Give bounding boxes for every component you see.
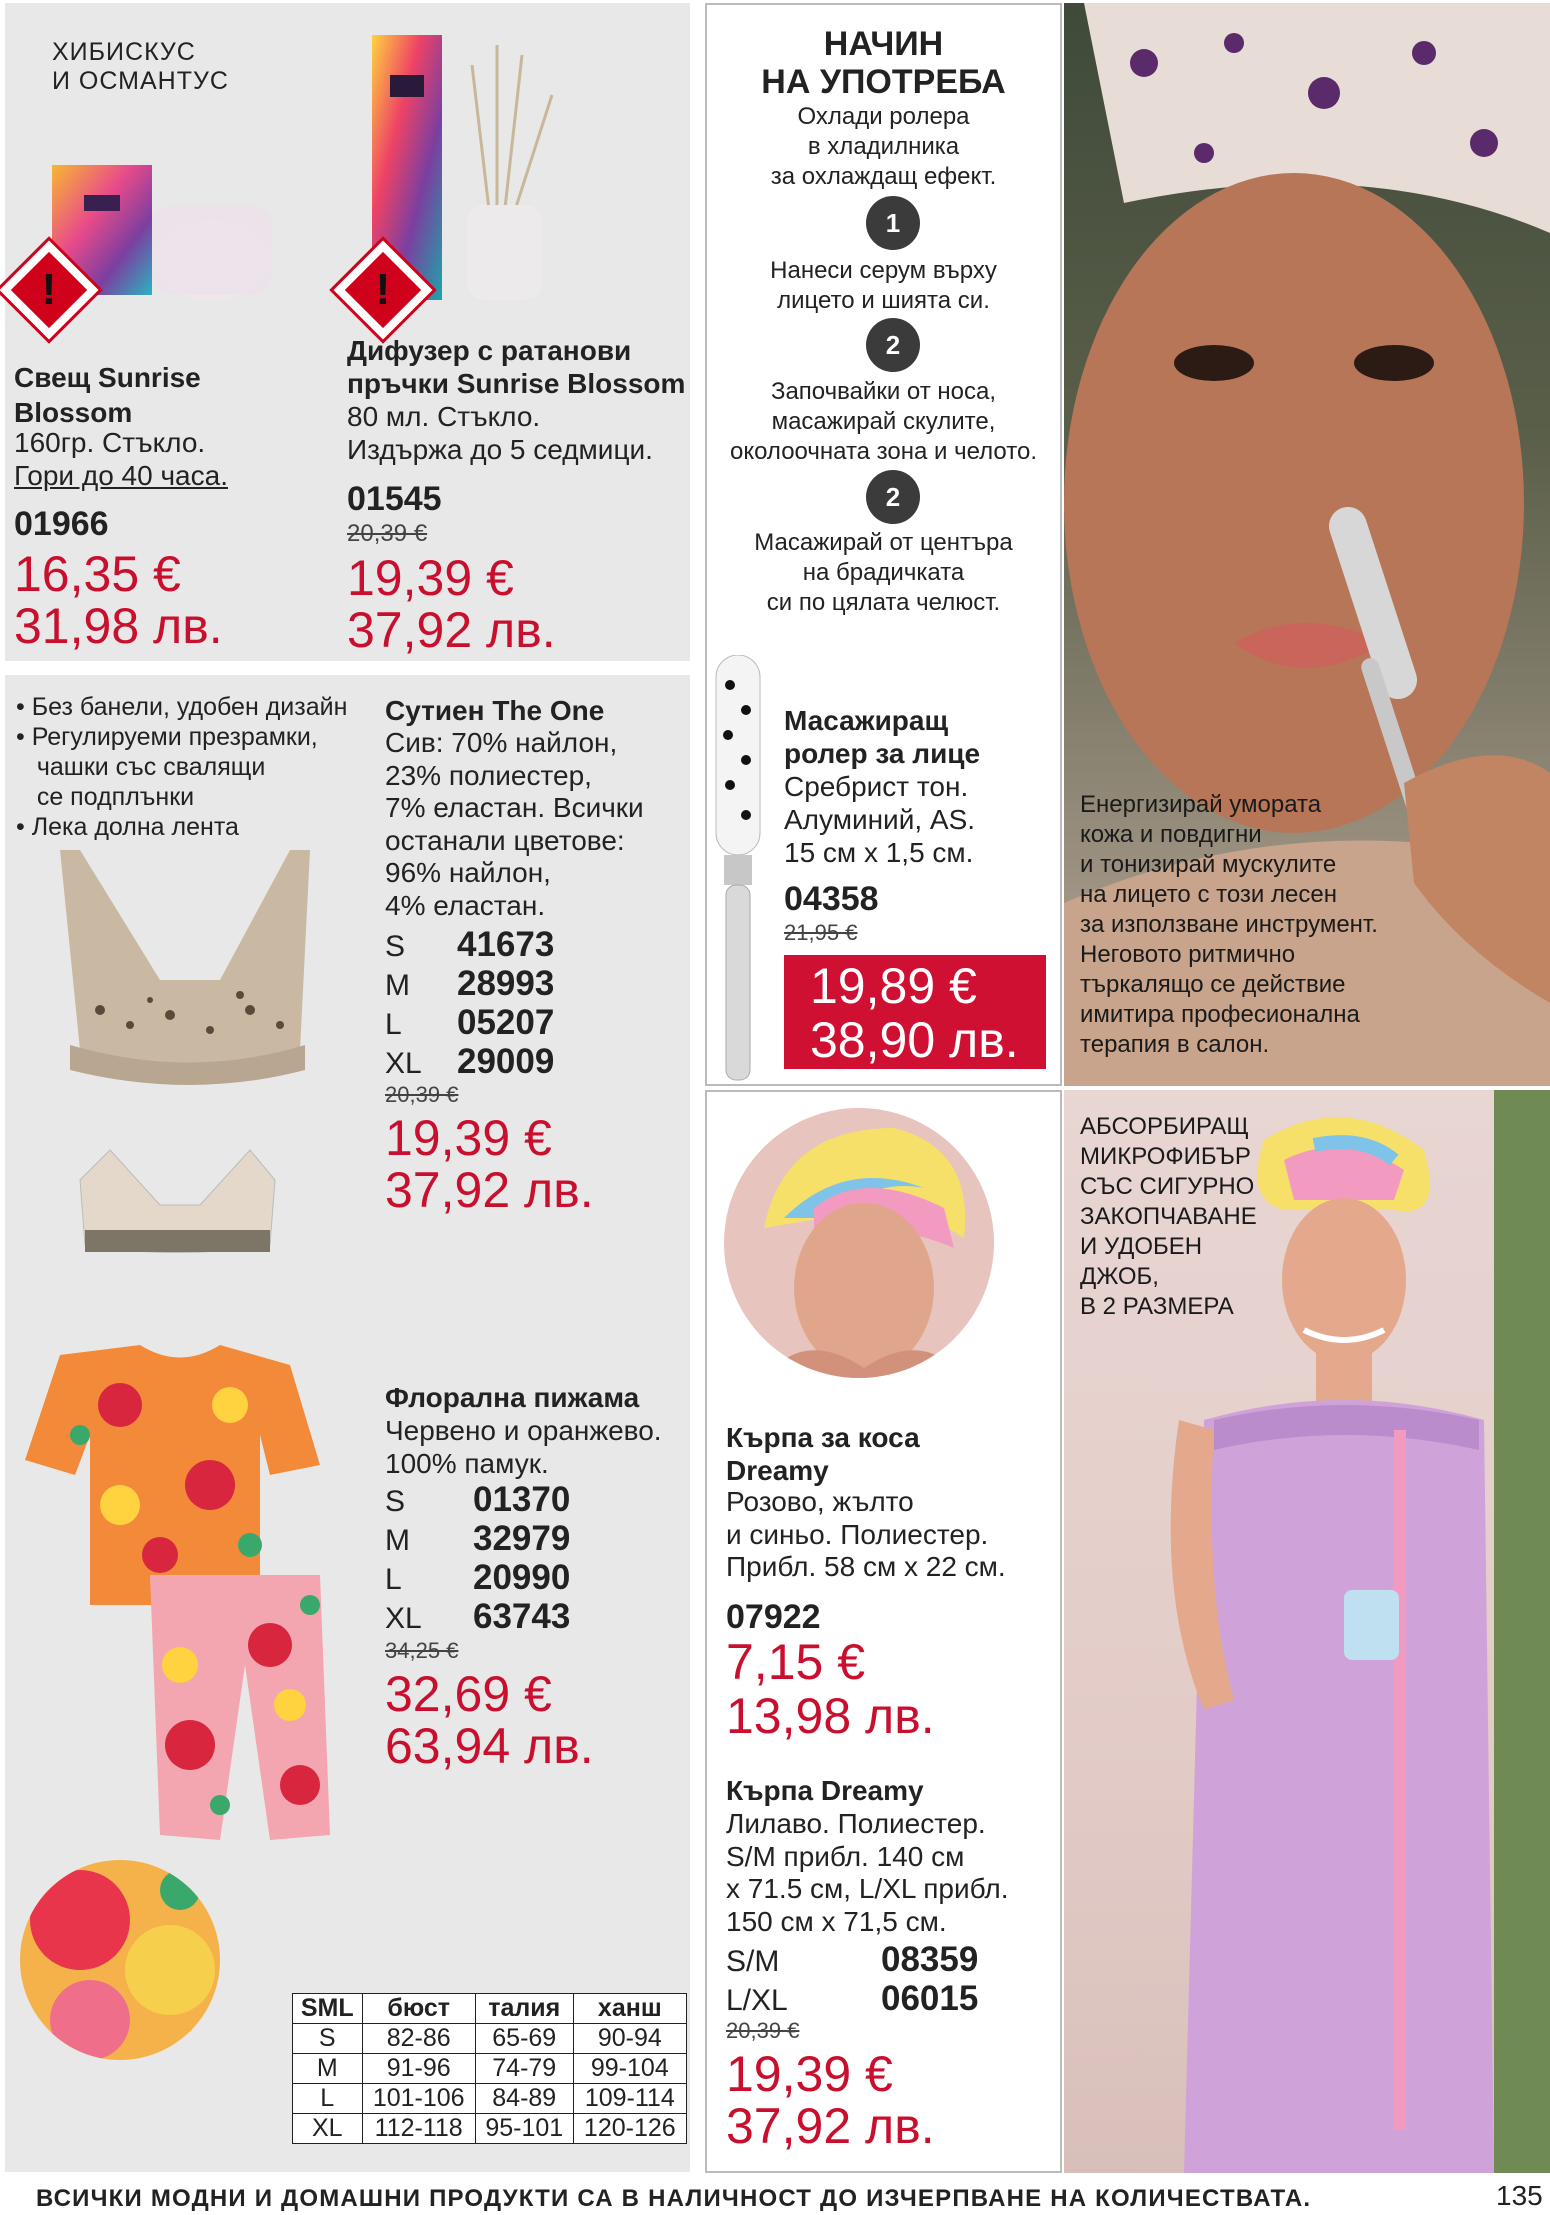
pyjama-price-eur: 32,69 €	[385, 1666, 552, 1722]
candle-desc-1: 160гр. Стъкло.	[14, 427, 206, 458]
diffuser-price-bgn: 37,92 лв.	[347, 602, 556, 658]
size-chart-cell: S	[293, 2024, 363, 2054]
size-code: 32979	[473, 1519, 571, 1558]
roller-desc: Сребрист тон. Алуминий, AS. 15 см х 1,5 см.	[784, 771, 976, 868]
pyjama-fabric-swatch	[20, 1860, 220, 2060]
size-chart-row	[293, 2024, 687, 2054]
bra-name: Сутиен The One	[385, 695, 605, 726]
roller-name: Масажиращ ролер за лице	[784, 705, 981, 769]
size-chart-row	[293, 2084, 687, 2114]
bra-size-l	[385, 1003, 554, 1044]
candle-name: Свещ Sunrise Blossom	[14, 362, 201, 428]
diffuser-desc-1: 80 мл. Стъкло.	[347, 401, 541, 432]
size-chart-cell: 91-96	[362, 2054, 475, 2084]
size-label: L	[385, 1563, 402, 1596]
size-code: 28993	[457, 964, 555, 1003]
size-label: XL	[385, 1602, 422, 1635]
diffuser-name-1: Дифузер с ратанови	[347, 335, 632, 366]
size-chart-table	[292, 1993, 687, 2144]
size-code: 05207	[457, 1003, 555, 1042]
size-chart-header	[293, 1994, 687, 2024]
size-label: S	[385, 1485, 406, 1518]
towel-price-eur: 19,39 €	[726, 2046, 893, 2102]
towel-desc: Лилаво. Полиестер. S/M прибл. 140 см х 71.5 см, L/XL прибл. 150 см х 71,5 см.	[726, 1808, 1009, 1937]
bra-size-m	[385, 964, 554, 1005]
size-label: M	[385, 1524, 410, 1557]
towel-overlay-text: АБСОРБИРАЩ МИКРОФИБЪР СЪС СИГУРНО ЗАКОПЧАВАНЕ И УДОБЕН ДЖОБ, В 2 РАЗМЕРА	[1080, 1113, 1257, 1320]
size-code: 06015	[881, 1979, 979, 2018]
size-chart-cell: 90-94	[573, 2024, 686, 2054]
step-number-3: 2	[866, 470, 920, 524]
step-number-2: 2	[866, 318, 920, 372]
diffuser-old-price: 20,39 €	[347, 520, 428, 547]
usage-step-2: Започвайки от носа, масажирай скулите, околоочната зона и челото.	[729, 378, 1037, 465]
size-code: 41673	[457, 925, 555, 964]
candle-code: 01966	[14, 505, 109, 543]
size-code: 63743	[473, 1597, 571, 1636]
size-chart-cell: 74-79	[475, 2054, 573, 2084]
bra-bullet-3: • Лека долна лента	[16, 813, 239, 841]
hair-towel-name: Кърпа за коса Dreamy	[726, 1422, 920, 1486]
bra-price-bgn: 37,92 лв.	[385, 1162, 594, 1218]
size-chart-row	[293, 2054, 687, 2084]
pyjama-desc: Червено и оранжево. 100% памук.	[385, 1415, 662, 1479]
size-label: S/M	[726, 1945, 780, 1978]
size-code: 08359	[881, 1940, 979, 1979]
size-label: XL	[385, 1047, 422, 1080]
size-chart-row	[293, 2114, 687, 2144]
warning-icon: !	[334, 241, 433, 340]
warning-icon: !	[0, 241, 98, 340]
size-chart-header-cell: ханш	[573, 1994, 686, 2024]
roller-code: 04358	[784, 880, 879, 918]
size-chart-cell: 84-89	[475, 2084, 573, 2114]
step-number-1: 1	[866, 196, 920, 250]
size-chart-cell: 120-126	[573, 2114, 686, 2144]
page-number: 135	[1496, 2180, 1543, 2211]
pyjama-old-price: 34,25 €	[385, 1638, 459, 1663]
size-code: 20990	[473, 1558, 571, 1597]
pyjama-price-bgn: 63,94 лв.	[385, 1718, 594, 1774]
roller-image	[712, 655, 764, 1085]
bra-bullet-2: • Регулируеми презрамки, чашки със свалящи се подплънки	[16, 723, 318, 811]
footer-disclaimer: ВСИЧКИ МОДНИ И ДОМАШНИ ПРОДУКТИ СА В НАЛИЧНОСТ ДО ИЗЧЕРПВАНЕ НА КОЛИЧЕСТВАТА.	[36, 2185, 1312, 2212]
towel-name: Кърпа Dreamy	[726, 1775, 924, 1806]
bra-size-xl	[385, 1042, 554, 1083]
towel-price-bgn: 37,92 лв.	[726, 2098, 935, 2154]
roller-old-price: 21,95 €	[784, 920, 858, 945]
candle-price-bgn: 31,98 лв.	[14, 598, 223, 654]
diffuser-code: 01545	[347, 480, 442, 518]
diffuser-name-2: пръчки Sunrise Blossom	[347, 368, 686, 399]
candle-price-eur: 16,35 €	[14, 546, 181, 602]
pyjama-size-l	[385, 1558, 570, 1599]
size-label: M	[385, 969, 410, 1002]
usage-title-1: НАЧИН	[823, 25, 944, 63]
pyjama-size-s	[385, 1480, 570, 1521]
size-code: 29009	[457, 1042, 555, 1081]
size-chart-cell: 99-104	[573, 2054, 686, 2084]
size-chart-cell: M	[293, 2054, 363, 2084]
size-chart-cell: 65-69	[475, 2024, 573, 2054]
roller-price-bgn: 38,90 лв.	[810, 1012, 1019, 1068]
hair-towel-desc: Розово, жълто и синьо. Полиестер. Прибл. 58 см х 22 см.	[726, 1486, 1006, 1582]
pyjama-size-xl	[385, 1597, 570, 1638]
hair-towel-photo	[724, 1108, 994, 1378]
bra-size-s	[385, 925, 554, 966]
diffuser-price-eur: 19,39 €	[347, 550, 514, 606]
size-chart-cell: XL	[293, 2114, 363, 2144]
pyjama-size-m	[385, 1519, 570, 1560]
size-chart-cell: 95-101	[475, 2114, 573, 2144]
towel-size-lxl	[726, 1979, 978, 2020]
usage-title-2: НА УПОТРЕБА	[761, 63, 1006, 101]
hair-towel-price-eur: 7,15 €	[726, 1634, 866, 1690]
usage-step-0: Охлади ролера в хладилника за охлаждащ ефект.	[770, 103, 997, 190]
size-chart-cell: 109-114	[573, 2084, 686, 2114]
roller-overlay-text: Енергизирай умората кожа и повдигни и тонизирай мускулите на лицето с този лесен за използване инструмент. Неговото ритмично търкалящо се действие имитира професионална терапия в салон.	[1080, 791, 1378, 1058]
diffuser-desc-2: Издържа до 5 седмици.	[347, 434, 653, 465]
pyjama-name: Флорална пижама	[385, 1382, 640, 1413]
usage-step-1: Нанеси серум върху лицето и шията си.	[770, 257, 997, 314]
size-chart-header-cell: талия	[475, 1994, 573, 2024]
bra-desc: Сив: 70% найлон, 23% полиестер, 7% еластан. Всички останали цветове: 96% найлон, 4% еластан.	[385, 727, 644, 921]
size-code: 01370	[473, 1480, 571, 1519]
size-chart-header-cell: бюст	[362, 1994, 475, 2024]
hair-towel-code: 07922	[726, 1598, 821, 1636]
size-label: L	[385, 1008, 402, 1041]
usage-step-3: Масажирай от центъра на брадичката си по цялата челюст.	[754, 529, 1013, 616]
bra-old-price: 20,39 €	[385, 1082, 459, 1107]
size-chart-cell: 82-86	[362, 2024, 475, 2054]
fragrance-tag: ХИБИСКУС И ОСМАНТУС	[52, 38, 229, 95]
towel-old-price: 20,39 €	[726, 2018, 800, 2043]
pyjama-image	[20, 1345, 350, 1845]
roller-price-eur: 19,89 €	[810, 958, 977, 1014]
size-chart-header-cell: SML	[293, 1994, 363, 2024]
towel-size-sm	[726, 1940, 978, 1981]
bra-price-eur: 19,39 €	[385, 1110, 552, 1166]
size-label: L/XL	[726, 1984, 788, 2017]
size-chart-cell: 101-106	[362, 2084, 475, 2114]
hair-towel-price-bgn: 13,98 лв.	[726, 1688, 935, 1744]
bra-image	[40, 850, 340, 1280]
bra-bullet-1: • Без банели, удобен дизайн	[16, 693, 348, 721]
candle-desc-2: Гори до 40 часа.	[14, 460, 228, 491]
size-chart-cell: L	[293, 2084, 363, 2114]
size-chart-cell: 112-118	[362, 2114, 475, 2144]
size-label: S	[385, 930, 406, 963]
